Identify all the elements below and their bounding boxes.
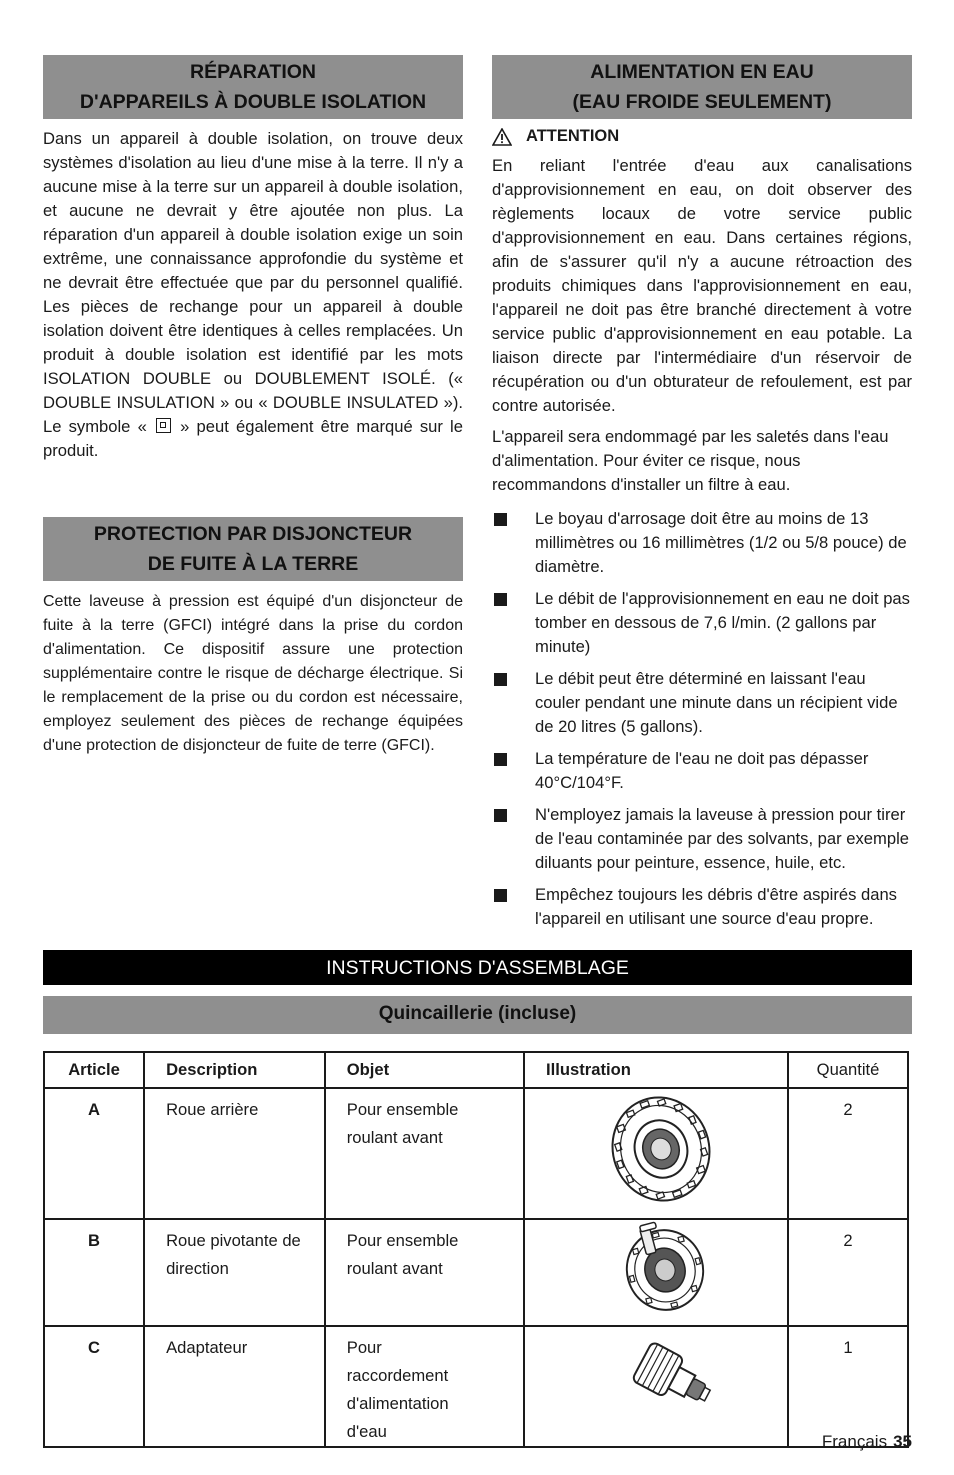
attention-text: ATTENTION	[526, 127, 620, 145]
double-isolation-text-end: » peut également être marqué sur le produit.	[43, 417, 463, 460]
cell-article: B	[44, 1219, 144, 1326]
table-row	[44, 1088, 908, 1219]
heading-line-2: DE FUITE À LA TERRE	[147, 553, 359, 575]
water-supply-paragraph-2: L'appareil sera endommagé par les saletés dans l'eau d'alimentation. Pour éviter ce risque, nous recommandons d'installer un filtre à eau.	[492, 427, 889, 494]
double-isolation-paragraph	[43, 127, 463, 463]
list-item: N'employez jamais la laveuse à pression pour tirer de l'eau contaminée par des solvants, par exemple diluants pour peinture, essence, huile, etc.	[492, 803, 912, 875]
attention-label	[492, 127, 912, 146]
gfci-heading	[43, 517, 463, 581]
heading-line-2: D'APPAREILS À DOUBLE ISOLATION	[79, 91, 427, 113]
table-header-row	[44, 1052, 908, 1088]
cell-illustration	[524, 1219, 788, 1326]
page-number: 35	[893, 1432, 912, 1451]
cell-quantite: 2	[788, 1219, 908, 1326]
cell-objet: Pour ensemble roulant avant	[325, 1088, 524, 1219]
table-row	[44, 1326, 908, 1447]
table-row	[44, 1219, 908, 1326]
cell-article: A	[44, 1088, 144, 1219]
footer-language: Français	[821, 1432, 888, 1451]
double-isolation-text: Dans un appareil à double isolation, on trouve deux systèmes d'isolation au lieu d'une mise à la terre. Il n'y a aucune mise à la terre sur un appareil à double isolation, et aucune ne devrait y être ajoutée non plus. La réparation d'un appareil à double isolation exige un soin extrême, une connaissance approfondie du système et ne devrait être effectuée que par du personnel qualifié. Les pièces de rechange pour un appareil à double isolation doivent être identiques à celles remplacées. Un produit à double isolation est identifié par les mots ISOLATION DOUBLE ou DOUBLEMENT ISOLÉ. (« DOUBLE INSULATION » ou « DOUBLE INSULATED »). Le symbole «	[43, 129, 463, 436]
cell-description: Roue pivotante de direction	[144, 1219, 325, 1326]
bullet-square-icon	[494, 673, 507, 686]
heading-line-1: PROTECTION PAR DISJONCTEUR	[93, 523, 413, 545]
header-description: Description	[144, 1052, 325, 1088]
water-requirements-list	[492, 507, 912, 931]
cell-objet: Pour ensemble roulant avant	[325, 1219, 524, 1326]
right-column	[492, 55, 912, 939]
warning-triangle-icon	[492, 128, 512, 146]
heading-line-1: RÉPARATION	[189, 61, 317, 83]
bullet-square-icon	[494, 889, 507, 902]
assembly-instructions-banner: INSTRUCTIONS D'ASSEMBLAGE	[43, 950, 912, 985]
heading-line-1: ALIMENTATION EN EAU	[590, 61, 814, 83]
cell-quantite: 1	[788, 1326, 908, 1447]
list-item: Le boyau d'arrosage doit être au moins de 13 millimètres ou 16 millimètres (1/2 ou 5/8 pouce) de diamètre.	[492, 507, 912, 579]
heading-line-2: (EAU FROIDE SEULEMENT)	[572, 91, 832, 113]
header-article: Article	[44, 1052, 144, 1088]
list-item: Le débit de l'approvisionnement en eau ne doit pas tomber en dessous de 7,6 l/min. (2 gallons par minute)	[492, 587, 912, 659]
water-supply-paragraph-1: En reliant l'entrée d'eau aux canalisations d'approvisionnement en eau, on doit observer des règlements locaux de votre service public d'approvisionnement en eau. Dans certaines régions, afin de s'assurer qu'il n'y a aucune rétroaction des produits chimiques dans l'approvisionnement en eau, l'appareil ne doit pas être branché directement à votre service public d'approvisionnement en eau potable. La liaison directe par l'intermédiaire d'un réservoir de récupération ou d'un obturateur de refoulement, est par contre autorisée.	[492, 156, 912, 415]
list-item: Empêchez toujours les débris d'être aspirés dans l'appareil en utilisant une source d'eau propre.	[492, 883, 912, 931]
bullet-square-icon	[494, 809, 507, 822]
gfci-paragraph: Cette laveuse à pression est équipé d'un disjoncteur de fuite à la terre (GFCI) intégré dans la prise du cordon d'alimentation. Ce dispositif assure une protection supplémentaire contre le risque de décharge électrique. Si le remplacement de la prise ou du cordon est nécessaire, employez seulement des pièces de rechange équipées d'une protection de disjoncteur de fuite de terre (GFCI).	[43, 593, 463, 754]
page-footer	[822, 1432, 912, 1452]
cell-article: C	[44, 1326, 144, 1447]
header-illustration: Illustration	[524, 1052, 788, 1088]
hardware-included-banner: Quincaillerie (incluse)	[43, 996, 912, 1034]
adapter-icon	[525, 1327, 787, 1423]
header-quantite: Quantité	[788, 1052, 908, 1088]
cell-description: Adaptateur	[144, 1326, 325, 1447]
cell-objet: Pour raccordement d'alimentation d'eau	[325, 1326, 524, 1447]
cell-description: Roue arrière	[144, 1088, 325, 1219]
double-insulation-symbol-icon	[156, 418, 171, 433]
bullet-square-icon	[494, 753, 507, 766]
double-isolation-heading	[43, 55, 463, 119]
cell-illustration	[524, 1326, 788, 1447]
left-column	[43, 55, 463, 758]
rear-wheel-icon	[525, 1089, 787, 1209]
hardware-table	[43, 1051, 909, 1448]
swivel-wheel-icon	[525, 1220, 787, 1316]
bullet-square-icon	[494, 593, 507, 606]
cell-quantite: 2	[788, 1088, 908, 1219]
bullet-square-icon	[494, 513, 507, 526]
water-supply-heading	[492, 55, 912, 119]
list-item: La température de l'eau ne doit pas dépasser 40°C/104°F.	[492, 747, 912, 795]
cell-illustration	[524, 1088, 788, 1219]
list-item: Le débit peut être déterminé en laissant l'eau couler pendant une minute dans un récipient vide de 20 litres (5 gallons).	[492, 667, 912, 739]
header-objet: Objet	[325, 1052, 524, 1088]
